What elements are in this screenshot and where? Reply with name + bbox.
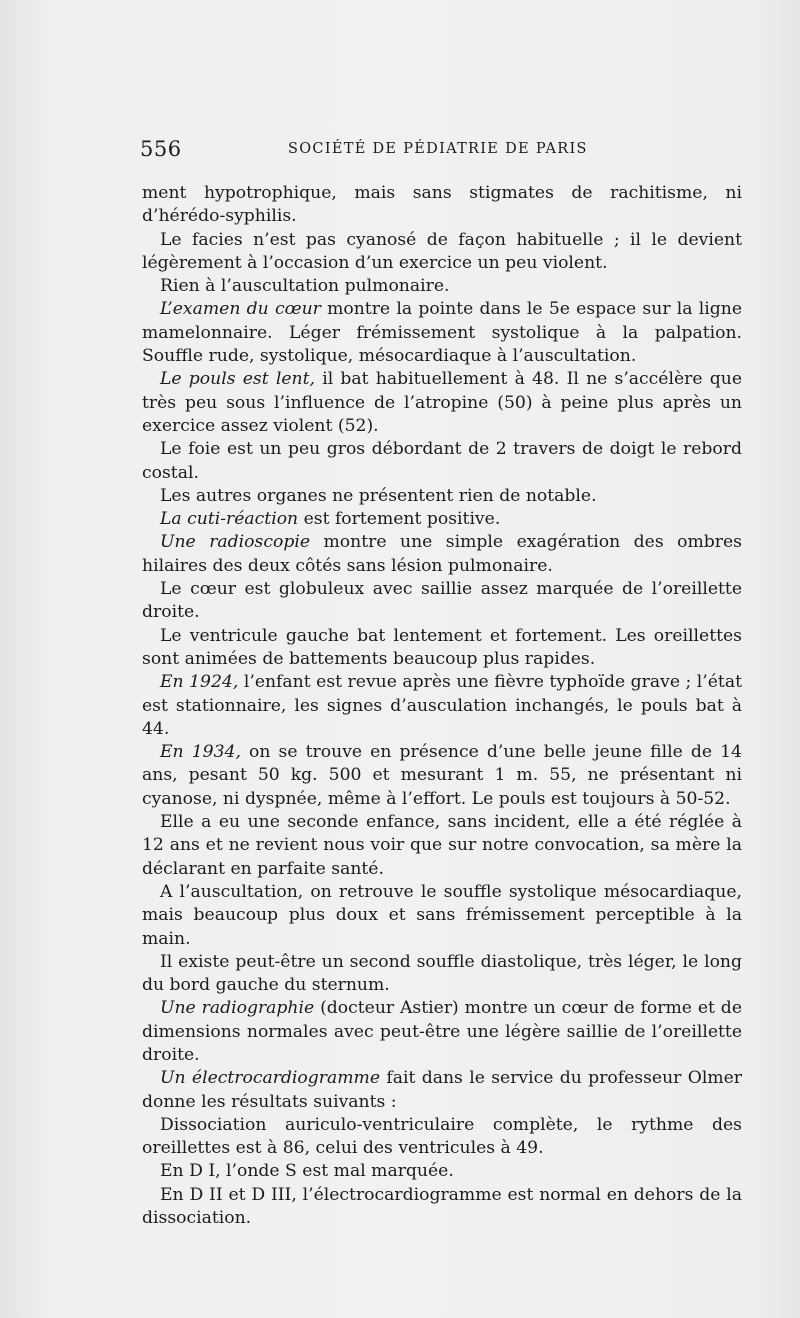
- paragraph-text: Le cœur est globuleux avec saillie assez marquée de l’oreillette droite.: [142, 579, 742, 623]
- paragraph: [142, 1160, 742, 1183]
- paragraph: [142, 1114, 742, 1161]
- paragraph-lead: Le pouls est lent,: [160, 369, 315, 390]
- paragraph-text: Les autres organes ne présentent rien de notable.: [160, 485, 597, 506]
- paragraph-text: En D I, l’onde S est mal marquée.: [160, 1161, 454, 1182]
- paragraph: [142, 1067, 742, 1114]
- paragraph: [142, 881, 742, 951]
- paragraph: [142, 625, 742, 672]
- paragraph: [142, 997, 742, 1067]
- paragraph: [142, 671, 742, 741]
- paragraph-lead: La cuti-réaction: [160, 509, 299, 530]
- paragraph-text: on se trouve en présence d’une belle jeune fille de 14 ans, pesant 50 kg. 500 et mesurant 1 m. 55, ne présentant ni cyanose, ni dyspnée, même à l’effort. Le pouls est toujours à 50-52.: [142, 742, 742, 809]
- paragraph-text: ment hypotrophique, mais sans stigmates de rachitisme, ni d’hérédo-syphilis.: [142, 183, 742, 227]
- paragraph: [142, 951, 742, 998]
- paragraph: [142, 298, 742, 368]
- paragraph: [142, 531, 742, 578]
- paragraph: [142, 578, 742, 625]
- paragraph: [142, 368, 742, 438]
- paragraph-text: montre la pointe dans le 5e espace sur la ligne mamelonnaire. Léger frémissement systolique à la palpation. Souffle rude, systolique, mésocardiaque à l’auscultation.: [142, 299, 742, 367]
- paragraph-text: Le foie est un peu gros débordant de 2 travers de doigt le rebord costal.: [142, 439, 742, 483]
- paragraph-text: Elle a eu une seconde enfance, sans incident, elle a été réglée à 12 ans et ne revient nous voir que sur notre convocation, sa mère la déclarant en parfaite santé.: [142, 812, 742, 879]
- paragraph-lead: L’examen du cœur: [160, 299, 321, 320]
- page-number: 556: [140, 137, 182, 161]
- paragraph-text: Le facies n’est pas cyanosé de façon habituelle ; il le devient légèrement à l’occasion d’un exercice un peu violent.: [142, 229, 742, 273]
- paragraph: [142, 229, 742, 276]
- paragraph-lead: Une radiographie: [160, 998, 315, 1019]
- paragraph-text: fait dans le service du professeur Olmer donne les résultats suivants :: [142, 1068, 742, 1112]
- paragraph-text: Le ventricule gauche bat lentement et fortement. Les oreillettes sont animées de battements beaucoup plus rapides.: [142, 625, 742, 669]
- paragraph-text: Il existe peut-être un second souffle diastolique, très léger, le long du bord gauche du sternum.: [142, 951, 742, 996]
- paragraph-lead: En 1934,: [160, 742, 241, 763]
- paragraph-lead: Une radioscopie: [160, 532, 310, 553]
- paragraph-text: est fortement positive.: [298, 509, 501, 530]
- paragraph-lead: En 1924,: [160, 672, 239, 693]
- paragraph: [142, 741, 742, 811]
- paragraph: [142, 508, 742, 531]
- paragraph-text: il bat habituellement à 48. Il ne s’accélère que très peu sous l’influence de l’atropine (50) à peine plus après un exercice assez violent (52).: [142, 369, 742, 436]
- paragraph-text: A l’auscultation, on retrouve le souffle systolique mésocardiaque, mais beaucoup plus doux et sans frémissement perceptible à la main.: [142, 881, 742, 949]
- paragraph-text: montre une simple exagération des ombres hilaires des deux côtés sans lésion pulmonaire.: [142, 532, 742, 576]
- paragraph-text: l’enfant est revue après une fièvre typhoïde grave ; l’état est stationnaire, les signes d’ausculation inchangés, le pouls bat à 44.: [142, 672, 742, 739]
- paragraph: [142, 811, 742, 881]
- paragraph: [142, 485, 742, 508]
- body-text: [142, 182, 742, 1230]
- paragraph: [142, 182, 742, 229]
- running-title: SOCIÉTÉ DE PÉDIATRIE DE PARIS: [288, 141, 588, 157]
- paragraph: [142, 1184, 742, 1231]
- paragraph-text: (docteur Astier) montre un cœur de forme et de dimensions normales avec peut-être une légère saillie de l’oreillette droite.: [142, 998, 742, 1065]
- paragraph-text: Dissociation auriculo-ventriculaire complète, le rythme des oreillettes est à 86, celui des ventricules à 49.: [142, 1114, 742, 1159]
- page-header: [140, 137, 740, 167]
- paragraph: [142, 438, 742, 485]
- paragraph-text: En D II et D III, l’électrocardiogramme est normal en dehors de la dissociation.: [142, 1184, 742, 1229]
- paragraph-lead: Un électrocardiogramme: [160, 1068, 381, 1089]
- paragraph: [142, 275, 742, 298]
- paragraph-text: Rien à l’auscultation pulmonaire.: [160, 276, 450, 297]
